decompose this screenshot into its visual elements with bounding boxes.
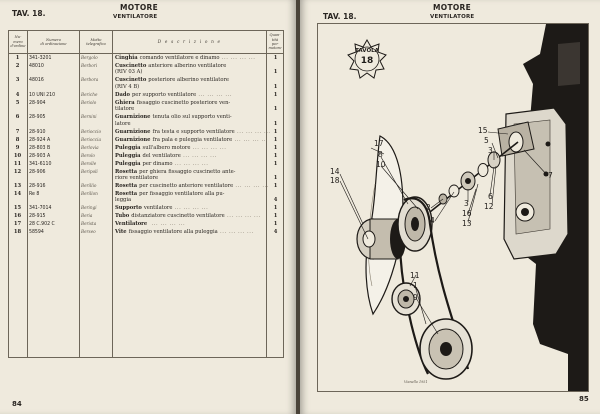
row-order-code: 28-904	[29, 99, 46, 106]
part-name: Guarnizione	[115, 114, 151, 121]
row-description-continued: riore ventilatore	[115, 174, 159, 181]
part-name: Supporto	[115, 205, 142, 212]
row-number: 3	[15, 77, 20, 84]
leader-dots: ... ... ... ...	[172, 205, 209, 212]
row-quantity: 1	[273, 160, 278, 167]
part-detail: per cuscinetto anteriore ventilatore	[139, 182, 234, 189]
row-description	[115, 229, 265, 235]
right-page	[300, 0, 600, 414]
row-quantity: 1	[273, 128, 278, 135]
table-row	[9, 229, 283, 237]
row-order-code: 28 C.902 C	[29, 221, 55, 228]
row-quantity: 1	[273, 91, 278, 98]
table-row	[9, 129, 283, 137]
row-description	[115, 221, 265, 227]
callout-9: 9	[413, 293, 418, 302]
row-telegraph-code: Bernini	[81, 114, 97, 120]
dynamo-pulley-bore	[403, 296, 409, 302]
callout-6: 6	[488, 192, 493, 201]
part-detail: comando ventilatore e dinamo	[139, 55, 220, 61]
part-name: Guarnizione	[115, 136, 151, 143]
leader-dots: ... ... ... ...	[217, 229, 254, 236]
row-order-code: 48016	[29, 77, 44, 84]
header-number: Nu- mero d'ordine	[10, 35, 26, 49]
table-row	[9, 183, 283, 191]
table-row	[9, 55, 283, 63]
row-quantity: 1	[273, 205, 278, 212]
row-number: 2	[15, 63, 20, 69]
right-page-title: MOTORE	[433, 3, 472, 12]
row-order-code: 341-7014	[29, 205, 52, 212]
leader-dots: ... ... ... ...	[196, 91, 233, 98]
callout-11: 11	[410, 271, 420, 280]
row-order-code: 28-803 B	[29, 144, 51, 151]
row-number: 11	[13, 160, 22, 167]
row-number: 18	[13, 229, 22, 236]
row-telegraph-code: Bergolo	[81, 55, 98, 60]
part-name: Puleggia	[115, 144, 141, 151]
table-row	[9, 92, 283, 100]
part-detail: tenuta olio sul supporto venti-	[152, 114, 232, 121]
row-number: 17	[13, 221, 22, 228]
part-detail: posteriore alberino ventilatore	[148, 77, 229, 84]
left-page-title: MOTORE	[120, 3, 159, 12]
header-quantity: Quan- tità per motore	[268, 33, 282, 51]
row-number: 5	[15, 99, 20, 106]
row-order-code: 58594	[29, 229, 44, 236]
engine-detail	[558, 42, 580, 86]
header-order-code: Numero di ordinazione	[40, 37, 67, 46]
part-detail: per dinamo	[142, 160, 173, 167]
leader-dots: ... ... ... ...	[234, 128, 271, 135]
row-order-code: 10 UNI 210	[29, 91, 56, 98]
row-number: 4	[15, 91, 20, 98]
callout-16: 16	[462, 209, 472, 218]
left-tav-label: TAV. 18.	[12, 9, 46, 18]
row-quantity: 1	[273, 55, 278, 61]
washer	[478, 164, 488, 177]
callout-13: 13	[462, 219, 472, 228]
housing-boss-hole	[521, 208, 529, 216]
row-telegraph-code: Beringi	[81, 205, 97, 211]
row-quantity: 1	[273, 221, 278, 228]
table-row	[9, 191, 283, 205]
row-quantity: 1	[273, 144, 278, 151]
row-number: 6	[15, 114, 20, 121]
row-description	[115, 205, 265, 211]
row-description-continued: (RIV 03 A)	[115, 69, 143, 76]
part-detail: anteriore alberino ventilatore	[148, 63, 227, 69]
leader-dots: ... ... ... ...	[224, 213, 261, 220]
row-order-code: 341-6110	[29, 160, 52, 167]
table-row	[9, 137, 283, 145]
washer	[449, 185, 459, 197]
callout-1: 1	[413, 281, 418, 290]
row-telegraph-code: Berioccia	[81, 136, 101, 142]
callout-7: 7	[548, 171, 553, 180]
leader-dots: ... ... ... ...	[180, 152, 217, 159]
part-name: Puleggia	[115, 160, 141, 167]
row-quantity: 1	[273, 69, 278, 76]
row-telegraph-code: Berista	[81, 221, 97, 227]
row-order-code: 28-910	[29, 128, 46, 135]
row-description	[115, 128, 271, 135]
row-quantity: 4	[273, 229, 278, 236]
support-bore	[509, 132, 523, 152]
row-description-continued: leggia	[115, 197, 132, 204]
row-number: 8	[15, 136, 20, 143]
row-quantity: 1	[273, 152, 278, 159]
row-quantity: 1	[273, 174, 278, 181]
callout-17: 17	[374, 139, 384, 148]
hub-cap	[363, 231, 375, 247]
row-description	[115, 55, 265, 61]
leader-dots: ... ... ... ...	[190, 144, 227, 151]
row-order-code: 28-906	[29, 168, 46, 175]
left-page-number: 84	[12, 400, 22, 408]
right-page-subtitle: VENTILATORE	[430, 14, 475, 20]
callout-10: 10	[376, 160, 386, 169]
part-name: Cuscinetto	[115, 77, 147, 84]
row-telegraph-code: Berillon	[81, 190, 98, 196]
part-name: Rosetta	[115, 182, 138, 189]
left-page	[0, 0, 296, 414]
right-tav-label: TAV. 18.	[323, 12, 357, 21]
row-quantity: 1	[273, 213, 278, 220]
part-name: Rosetta	[115, 168, 138, 175]
row-description	[115, 182, 270, 189]
row-telegraph-code: Berbori	[81, 63, 98, 68]
row-number: 9	[15, 144, 20, 151]
bearing-hole	[465, 178, 471, 184]
row-number: 1	[15, 55, 20, 61]
row-number: 13	[13, 182, 22, 189]
row-description-continued: tilatore	[115, 106, 135, 113]
row-order-code: 28-903 A	[29, 152, 51, 159]
row-description-continued: (RIV 4 B)	[115, 83, 140, 90]
row-order-code: 341-3201	[29, 55, 52, 61]
callout-14: 14	[330, 167, 340, 176]
table-row	[9, 63, 283, 77]
table-row	[9, 100, 283, 114]
row-telegraph-code: Beriche	[81, 91, 98, 97]
row-number: 12	[13, 168, 22, 175]
row-quantity: 1	[273, 182, 278, 189]
row-number: 15	[13, 205, 22, 212]
row-telegraph-code: Berioccio	[81, 128, 101, 134]
row-quantity: 1	[273, 136, 278, 143]
row-order-code: 28-915	[29, 213, 46, 220]
housing-bolt	[546, 142, 551, 147]
right-page-number: 85	[579, 395, 589, 403]
part-name: Cinghia	[115, 55, 138, 61]
part-detail: del ventilatore	[142, 152, 181, 159]
callout-18: 18	[330, 176, 340, 185]
leader-dots: ... ... ... ...	[172, 160, 209, 167]
left-page-subtitle: VENTILATORE	[113, 14, 158, 20]
row-order-code: 28-905	[29, 114, 46, 121]
callout-2: 2	[426, 203, 431, 212]
table-row	[9, 145, 283, 153]
table-row	[9, 77, 283, 91]
row-description-continued: latore	[115, 120, 131, 127]
crank-pulley-bore	[440, 342, 452, 356]
callout-5: 5	[484, 136, 489, 145]
part-name: Dado	[115, 91, 130, 98]
part-name: Vite	[115, 229, 127, 236]
part-name: Rosetta	[115, 190, 138, 197]
table-body	[9, 55, 283, 237]
table-row	[9, 213, 283, 221]
row-quantity: 4	[273, 197, 278, 204]
plate-label: TAVOLA	[355, 48, 379, 54]
part-name: Cuscinetto	[115, 63, 147, 69]
row-quantity: 1	[273, 120, 278, 127]
part-detail: distanziatore cuscinetto ventilatore	[131, 213, 225, 220]
part-detail: fissaggio cuscinetto posteriore ven-	[136, 99, 231, 106]
callout-12: 12	[484, 202, 494, 211]
part-detail: per supporto ventilatore	[131, 91, 197, 98]
part-name: Ghiera	[115, 99, 135, 106]
row-description	[115, 145, 265, 151]
row-order-code: 28-916	[29, 182, 46, 189]
part-name: Tubo	[115, 213, 130, 220]
table-row	[9, 153, 283, 161]
table-row	[9, 114, 283, 128]
row-number: 10	[13, 152, 22, 159]
part-detail: ventilatore	[143, 205, 173, 212]
row-number: 14	[13, 190, 22, 197]
artist-signature: Vianello 1951	[404, 380, 428, 384]
table-row	[9, 169, 283, 183]
part-detail: fissaggio ventilatore alla puleggia	[128, 229, 218, 236]
table-header	[9, 31, 283, 54]
parts-table	[8, 30, 284, 358]
row-telegraph-code: Berseo	[81, 229, 96, 235]
plate-number: 18	[360, 56, 374, 66]
row-telegraph-code: Berbora	[81, 77, 99, 83]
row-description	[115, 153, 265, 159]
callout-3: 3	[488, 146, 493, 155]
row-order-code: Re 8	[29, 190, 40, 197]
header-description: D e s c r i z i o n e	[157, 38, 222, 44]
leader-dots: ... ... ... ...	[232, 136, 269, 143]
part-detail: per fissaggio ventilatore alla pu-	[139, 190, 225, 197]
row-description	[115, 213, 265, 219]
row-telegraph-code: Beriolo	[81, 99, 97, 105]
leader-dots: ... ... ... ...	[219, 55, 256, 61]
header-telegraph-code: Motto telegrafico	[86, 37, 106, 46]
part-name: Ventilatore	[115, 221, 148, 228]
fan-assembly-illustration	[318, 24, 588, 391]
row-description	[115, 92, 265, 98]
pulley-bore	[411, 217, 419, 231]
row-number: 16	[13, 213, 22, 220]
part-name: Guarnizione	[115, 128, 151, 135]
leader-dots: ... ... ... ...	[149, 221, 186, 228]
callout-4: 4	[430, 216, 435, 225]
row-telegraph-code: Berolo	[81, 152, 95, 158]
part-detail: fra pala e puleggia ventilatore	[152, 136, 233, 143]
row-order-code: 28-924 A	[29, 136, 51, 143]
row-telegraph-code: Beria	[81, 213, 93, 219]
callout-3b: 3	[464, 199, 469, 208]
callout-8: 8	[378, 150, 383, 159]
row-telegraph-code: Beripoli	[81, 168, 98, 174]
table-row	[9, 221, 283, 229]
row-quantity: 1	[273, 83, 278, 90]
table-row	[9, 161, 283, 169]
row-telegraph-code: Berolle	[81, 160, 97, 166]
leader-dots: ... ... ... ...	[233, 182, 270, 189]
row-number: 7	[15, 128, 20, 135]
part-detail: fra testa e supporto ventilatore	[152, 128, 235, 135]
row-telegraph-code: Berillio	[81, 182, 97, 188]
part-detail: sull'albero motore	[142, 144, 191, 151]
callout-15: 15	[478, 126, 488, 135]
part-name: Puleggia	[115, 152, 141, 159]
exploded-drawing	[317, 23, 589, 392]
row-order-code: 48010	[29, 63, 44, 69]
row-description	[115, 161, 265, 167]
row-quantity: 1	[273, 106, 278, 113]
table-row	[9, 205, 283, 213]
part-detail: per ghiera fissaggio cuscinetto ante-	[139, 168, 236, 175]
row-description	[115, 136, 269, 143]
row-telegraph-code: Berlovia	[81, 144, 99, 150]
